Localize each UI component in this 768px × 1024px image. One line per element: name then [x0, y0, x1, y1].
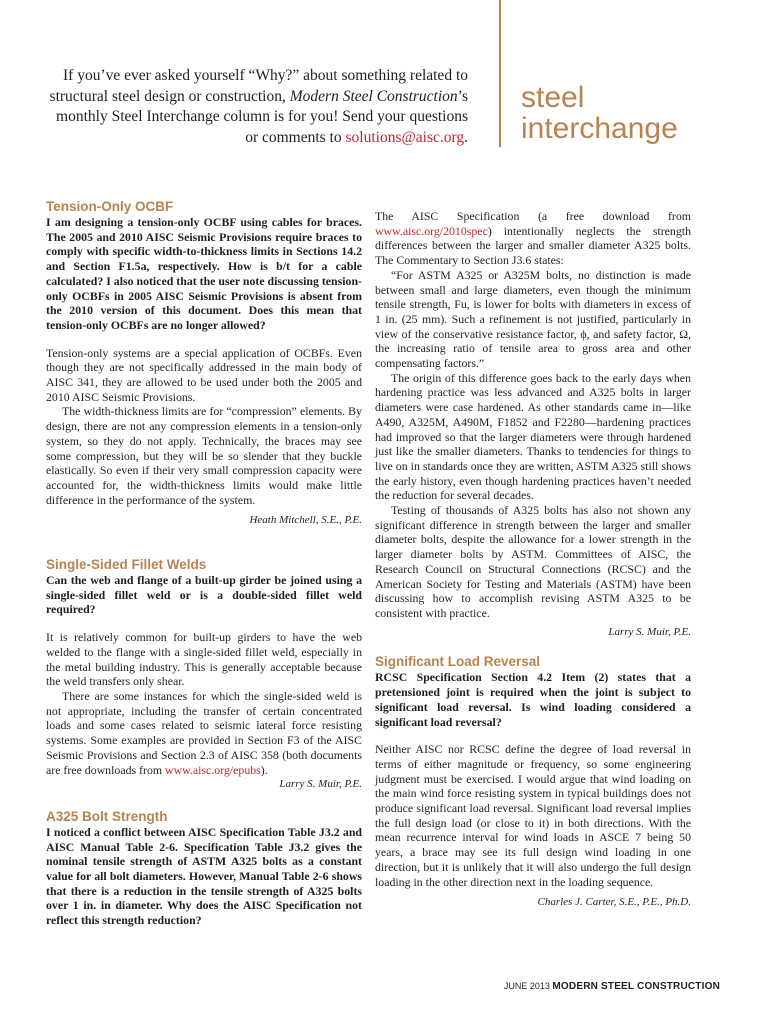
- question-a325: I noticed a conflict between AISC Specification Table J3.2 and AISC Manual Table 2-6. Specification Table J3.2 gives the nominal tensile strength of ASTM A325 bolts as a constant value for all bolt diameters. However, Manual Table 2-6 shows that there is a reduction in the tensile strength of A325 bolts over 1 in. in diameter. Why does the AISC Specification not reflect this strength reduction?: [46, 824, 362, 928]
- answer-a325-1: [375, 209, 691, 268]
- footer-magazine: MODERN STEEL CONSTRUCTION: [552, 981, 720, 992]
- signature-reversal: Charles J. Carter, S.E., P.E., Ph.D.: [537, 896, 691, 909]
- intro-part1: If you’ve ever asked yourself “Why?” about something related to structural steel design or construction,: [49, 67, 468, 105]
- answer-ocbf-2: The width-thickness limits are for “compression” elements. By design, there are not any compression elements in a tension-only system, so they do not apply. Technically, the braces may see some compression, but they will be so slender that they buckle elastically. So even if their very small compression capacity were accounted for, the width-thickness limits would make little difference in the performance of the system.: [46, 404, 362, 507]
- signature-ocbf: Heath Mitchell, S.E., P.E.: [249, 514, 362, 527]
- answer-fillet-2-pre: There are some instances for which the single-sided weld is not appropriate, including the transfer of certain concentrated loads and some cases related to seismic lateral force resisting systems. Some examples are provided in Section F3 of the AISC Seismic Provisions and Section 2.3 of AISC 358 (both documents are free downloads from: [46, 688, 362, 777]
- answer-fillet-2-post: ).: [260, 762, 268, 777]
- answer-a325-3: Testing of thousands of A325 bolts has also not shown any significant difference in strength between the larger and smaller diameter bolts, despite the allowance for a lower strength in the larger diameter bolts by ASTM. Committees of AISC, the Research Council on Structural Connections (RCSC) and the American Society for Testing and Materials (ASTM) have been discussing how to accomplish revising ASTM A325 to be consistent with practice.: [375, 503, 691, 620]
- heading-a325: A325 Bolt Strength: [46, 808, 168, 824]
- right-column: [375, 209, 691, 910]
- question-reversal: RCSC Specification Section 4.2 Item (2) states that a pretensioned joint is required when the joint is subject to significant load reversal. Is wind loading considered a significant load reversal?: [375, 670, 691, 729]
- intro-part2: ’s monthly Steel Interchange column is for you! Send your questions or comments to: [56, 87, 468, 146]
- footer-date: JUNE 2013: [503, 981, 550, 991]
- email-link[interactable]: solutions@aisc.org: [345, 128, 465, 146]
- answer-reversal: Neither AISC nor RCSC define the degree of load reversal in terms of either magnitude or frequency, so some engineering judgment must be exercised. I would argue that wind loading on the main wind force resisting system in typical buildings does not produce significant load reversal. Significant load reversal implies the full design load (or close to it) in both directions. With the mean recurrence interval for wind loads in ASCE 7 being 50 years, a brace may see its full design wind loading in one direction, but it is unlikely that it will also undergo the full design loading in the other direction next in the loading sequence.: [375, 742, 691, 889]
- intro-text: If you’ve ever asked yourself “Why?” about something related to structural steel design or construction, Modern Steel Construction’s monthly Steel Interchange column is for you! Send your questions or comments to solutions@aisc.org.: [49, 67, 468, 146]
- answer-ocbf-1: Tension-only systems are a special application of OCBFs. Even though they are not specifically addressed in the main body of AISC 341, they are allowed to be used under both the 2005 and 2010 AISC Seismic Provisions.: [46, 345, 362, 404]
- heading-reversal: Significant Load Reversal: [375, 654, 541, 670]
- epubs-link[interactable]: www.aisc.org/epubs: [165, 762, 261, 777]
- question-ocbf: I am designing a tension-only OCBF using cables for braces. The 2005 and 2010 AISC Seismic Provisions require braces to comply with specific width-to-thickness limits in Sections 14.2 and Section F1.5a, respectively. How is b/t for a cable calculated? I also noticed that the user note discussing tension-only OCBFs in 2005 AISC Seismic Provisions is absent from the 2010 version of this document. Does this mean that tension-only OCBFs are no longer allowed?: [46, 215, 362, 332]
- answer-fillet-1: It is relatively common for built-up girders to have the web welded to the flange with a single-sided fillet weld, especially in the metal building industry. This is generally acceptable because the weld transfers only shear.: [46, 630, 362, 689]
- column-title: [521, 82, 751, 144]
- brand-line1: steel: [521, 81, 585, 114]
- signature-fillet: Larry S. Muir, P.E.: [279, 778, 362, 791]
- left-column: [46, 198, 362, 928]
- answer-fillet-2: [46, 689, 362, 777]
- answer-a325-2: The origin of this difference goes back to the early days when hardening practice was less advanced and A325 bolts in larger diameters were case hardened. As other standards came in—like A490, A325M, A490M, F1852 and F2280—hardening practices had improved so that the larger diameters were through hardened just like the smaller diameters. Thanks to tendencies for things to live on in standards once they are written, ASTM A325 still shows the early history, even though hardening practices haven’t needed the reduction for several decades.: [375, 370, 691, 503]
- heading-ocbf: Tension-Only OCBF: [46, 199, 174, 214]
- answer-a325-1-pre: The AISC Specification (a free download from: [375, 209, 691, 223]
- signature-a325: Larry S. Muir, P.E.: [608, 625, 691, 638]
- question-fillet: Can the web and flange of a built-up girder be joined using a single-sided fillet weld or is a double-sided fillet weld required?: [46, 573, 362, 617]
- header-divider: [499, 0, 501, 147]
- spec-link[interactable]: www.aisc.org/2010spec: [375, 223, 488, 238]
- intro-magazine: Modern Steel Construction: [289, 87, 458, 105]
- commentary-quote: “For ASTM A325 or A325M bolts, no distinction is made between small and large diameters, even though the minimum tensile strength, Fu, is lower for bolts with diameters in excess of 1 in. (25 mm). Such a refinement is not justified, particularly in view of the conservative resistance factor, ϕ, and safety factor, Ω, the increasing ratio of tensile area to gross area and other compensating factors.”: [375, 267, 691, 371]
- heading-fillet: Single-Sided Fillet Welds: [46, 557, 207, 573]
- answer-a325-1-post: ) intentionally neglects the strength differences between the larger and smaller diameter A325 bolts. The Commentary to Section J3.6 states:: [375, 223, 691, 268]
- page-footer: [440, 981, 720, 992]
- brand-line2: interchange: [521, 112, 678, 145]
